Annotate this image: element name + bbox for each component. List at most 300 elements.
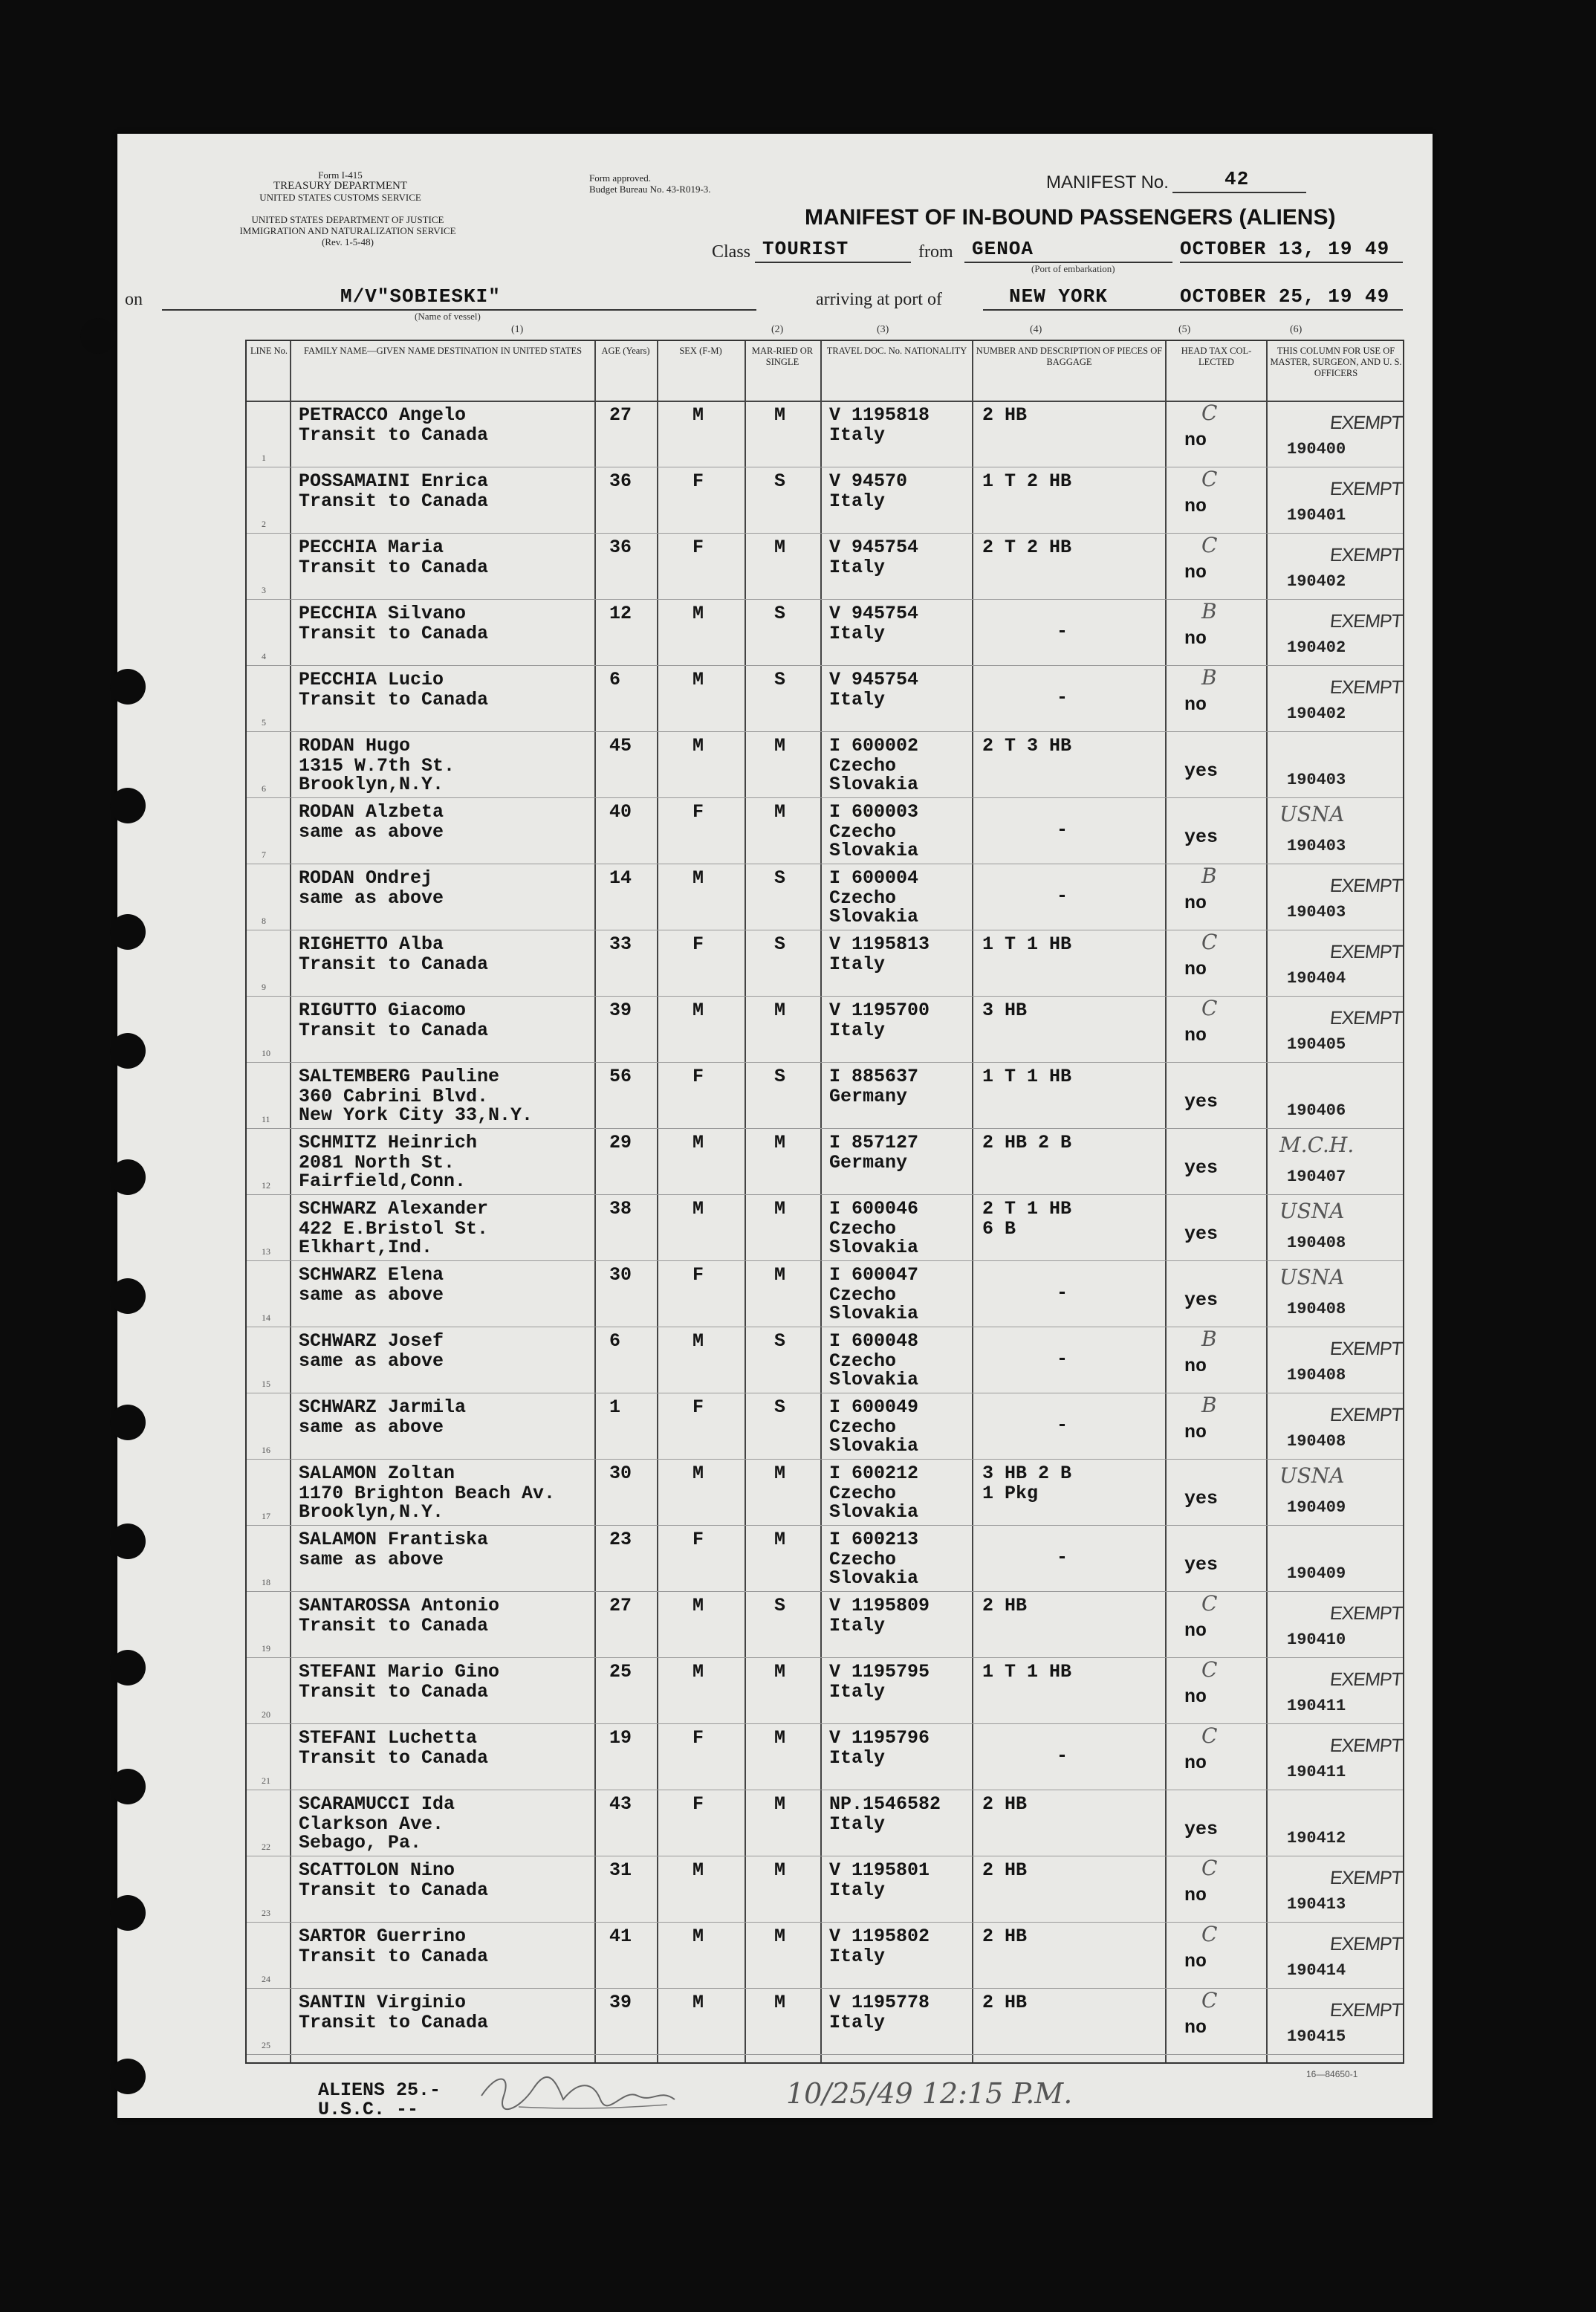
nationality: Czecho <box>829 1218 897 1240</box>
travel-doc-number: V 945754 <box>829 603 919 624</box>
marital-status: S <box>774 603 786 624</box>
sex: M <box>692 1859 704 1881</box>
exempt-stamp: EXEMPT <box>1329 677 1404 698</box>
col-number: (3) <box>877 324 889 335</box>
travel-doc-number: I 600212 <box>829 1463 919 1484</box>
nationality: Italy <box>829 953 886 975</box>
nationality: Czecho <box>829 755 897 777</box>
age: 31 <box>609 1859 632 1881</box>
travel-doc-number: NP.1546582 <box>829 1793 941 1815</box>
form-print-code: 16—84650-1 <box>1306 2069 1358 2079</box>
age: 30 <box>609 1463 632 1484</box>
line-number: 8 <box>262 916 266 926</box>
manifest-number: 42 <box>1224 168 1250 190</box>
manifest-page <box>117 134 1433 2118</box>
line-number: 23 <box>262 1908 270 1918</box>
record-code: 190408 <box>1287 1234 1346 1252</box>
table-row <box>247 731 1403 798</box>
exempt-stamp: EXEMPT <box>1329 1008 1404 1029</box>
record-code: 190400 <box>1287 440 1346 459</box>
destination: Clarkson Ave. <box>299 1813 444 1835</box>
nationality: Slovakia <box>829 906 919 927</box>
record-code: 190409 <box>1287 1498 1346 1517</box>
age: 1 <box>609 1396 621 1418</box>
head-tax: no <box>1184 893 1207 914</box>
on-label: on <box>125 290 143 309</box>
officer-remark: USNA <box>1279 1265 1345 1289</box>
age: 27 <box>609 404 632 426</box>
sex: F <box>692 1396 704 1418</box>
baggage: 2 HB <box>982 1595 1028 1616</box>
passenger-name: RODAN Alzbeta <box>299 801 444 823</box>
nationality: Czecho <box>829 821 897 843</box>
exempt-stamp: EXEMPT <box>1329 875 1404 896</box>
baggage: 2 HB <box>982 404 1028 426</box>
destination: Transit to Canada <box>299 1747 489 1769</box>
baggage: 1 T 1 HB <box>982 1066 1072 1087</box>
nationality: Italy <box>829 1020 886 1041</box>
line-number: 4 <box>262 651 266 661</box>
passenger-name: RODAN Hugo <box>299 735 411 757</box>
age: 39 <box>609 1000 632 1021</box>
embark-port-note: (Port of embarkation) <box>1031 263 1115 274</box>
baggage: - <box>1057 1348 1068 1370</box>
line-number: 7 <box>262 849 266 860</box>
record-code: 190403 <box>1287 903 1346 922</box>
customs-service: UNITED STATES CUSTOMS SERVICE <box>259 192 421 203</box>
age: 43 <box>609 1793 632 1815</box>
line-number: 11 <box>262 1114 270 1124</box>
form-number: Form I-415 <box>318 169 363 181</box>
head-tax: no <box>1184 1422 1207 1443</box>
destination: Transit to Canada <box>299 2012 489 2033</box>
passenger-name: RIGHETTO Alba <box>299 933 444 955</box>
baggage: 3 HB <box>982 1000 1028 1021</box>
exempt-stamp: EXEMPT <box>1329 1669 1404 1690</box>
form-revision: (Rev. 1-5-48) <box>322 236 374 247</box>
age: 40 <box>609 801 632 823</box>
destination: 1170 Brighton Beach Av. <box>299 1483 556 1504</box>
marital-status: M <box>774 1661 786 1683</box>
binder-hole <box>110 1523 146 1559</box>
travel-doc-number: I 600213 <box>829 1529 919 1550</box>
nationality: Slovakia <box>829 1369 919 1390</box>
nationality: Italy <box>829 1946 886 1967</box>
destination: Transit to Canada <box>299 424 489 446</box>
sex: M <box>692 603 704 624</box>
sex: M <box>692 404 704 426</box>
baggage: 1 T 1 HB <box>982 1661 1072 1683</box>
table-row <box>247 1459 1403 1526</box>
vessel-name: M/V"SOBIESKI" <box>340 285 501 308</box>
passenger-name: SALAMON Frantiska <box>299 1529 489 1550</box>
col-number: (5) <box>1178 324 1191 335</box>
marital-status: S <box>774 1066 786 1087</box>
head-tax: no <box>1184 1752 1207 1774</box>
age: 6 <box>609 669 621 690</box>
nationality: Slovakia <box>829 1567 919 1589</box>
handwritten-mark: C <box>1201 996 1218 1020</box>
passenger-name: STEFANI Mario Gino <box>299 1661 500 1683</box>
travel-doc-number: I 885637 <box>829 1066 919 1087</box>
head-tax: yes <box>1184 826 1219 848</box>
aliens-total: ALIENS 25.- <box>318 2079 441 2101</box>
baggage: 2 HB <box>982 1926 1028 1947</box>
nationality: Italy <box>829 1615 886 1636</box>
destination: Fairfield,Conn. <box>299 1170 467 1192</box>
handwritten-mark: C <box>1201 1856 1218 1880</box>
baggage: 1 T 1 HB <box>982 933 1072 955</box>
age: 27 <box>609 1595 632 1616</box>
baggage: 2 HB <box>982 1859 1028 1881</box>
binder-hole <box>110 1405 146 1440</box>
table-row <box>247 1525 1403 1592</box>
line-number: 24 <box>262 1974 270 1984</box>
table-row <box>247 930 1403 997</box>
head-tax: no <box>1184 2017 1207 2039</box>
ins-service: IMMIGRATION AND NATURALIZATION SERVICE <box>239 225 456 236</box>
col-number: (1) <box>511 324 524 335</box>
passenger-name: STEFANI Luchetta <box>299 1727 478 1749</box>
col-number: (6) <box>1290 324 1303 335</box>
destination: same as above <box>299 1350 444 1372</box>
nationality: Italy <box>829 1747 886 1769</box>
table-row <box>247 533 1403 600</box>
sex: F <box>692 1264 704 1286</box>
handwritten-mark: C <box>1201 1922 1218 1946</box>
baggage-extra: 6 B <box>982 1218 1016 1240</box>
nationality: Italy <box>829 1681 886 1703</box>
marital-status: M <box>774 1727 786 1749</box>
travel-doc-number: I 600003 <box>829 801 919 823</box>
destination: same as above <box>299 1416 444 1438</box>
officer-remark: USNA <box>1279 1463 1345 1488</box>
baggage: - <box>1057 1414 1068 1436</box>
nationality: Czecho <box>829 1416 897 1438</box>
travel-doc-number: V 1195813 <box>829 933 930 955</box>
table-row <box>247 1591 1403 1658</box>
record-code: 190402 <box>1287 705 1346 723</box>
age: 19 <box>609 1727 632 1749</box>
nationality: Czecho <box>829 1549 897 1570</box>
travel-doc-number: V 94570 <box>829 470 908 492</box>
passenger-table <box>245 340 1404 2064</box>
baggage: - <box>1057 687 1068 708</box>
arriving-label: arriving at port of <box>816 290 942 309</box>
age: 29 <box>609 1132 632 1153</box>
baggage: - <box>1057 621 1068 642</box>
header-travel-doc: TRAVEL DOC. No. NATIONALITY <box>826 346 967 356</box>
marital-status: M <box>774 1529 786 1550</box>
sex: M <box>692 1330 704 1352</box>
head-tax: no <box>1184 496 1207 517</box>
travel-doc-number: I 600048 <box>829 1330 919 1352</box>
travel-doc-number: V 1195700 <box>829 1000 930 1021</box>
sex: M <box>692 1198 704 1220</box>
line-number: 17 <box>262 1511 270 1521</box>
table-row <box>247 1790 1403 1856</box>
nationality: Czecho <box>829 887 897 909</box>
handwritten-mark: B <box>1201 1327 1217 1351</box>
budget-bureau: Budget Bureau No. 43-R019-3. <box>589 184 711 195</box>
table-row <box>247 1723 1403 1790</box>
officer-remark: M.C.H. <box>1279 1133 1355 1157</box>
marital-status: M <box>774 1264 786 1286</box>
head-tax: no <box>1184 694 1207 716</box>
head-tax: no <box>1184 430 1207 451</box>
line-number: 19 <box>262 1643 270 1654</box>
sex: M <box>692 1926 704 1947</box>
handwritten-mark: C <box>1201 930 1218 954</box>
line-number: 22 <box>262 1842 270 1852</box>
line-number: 12 <box>262 1180 270 1191</box>
baggage: 2 T 3 HB <box>982 735 1072 757</box>
age: 36 <box>609 537 632 558</box>
nationality: Slovakia <box>829 1435 919 1457</box>
passenger-name: SCHWARZ Elena <box>299 1264 444 1286</box>
officer-remark: USNA <box>1279 1199 1345 1223</box>
handwritten-mark: C <box>1201 1723 1218 1748</box>
table-row <box>247 467 1403 534</box>
age: 23 <box>609 1529 632 1550</box>
nationality: Germany <box>829 1152 908 1173</box>
header-sex: SEX (F-M) <box>679 346 722 356</box>
embark-port: GENOA <box>972 238 1034 260</box>
manifest-title: MANIFEST OF IN-BOUND PASSENGERS (ALIENS) <box>805 205 1336 230</box>
nationality: Italy <box>829 557 886 578</box>
line-number: 6 <box>262 783 266 794</box>
binder-hole <box>110 1769 146 1804</box>
record-code: 190411 <box>1287 1763 1346 1781</box>
marital-status: S <box>774 867 786 889</box>
record-code: 190410 <box>1287 1631 1346 1649</box>
header-name: FAMILY NAME—GIVEN NAME DESTINATION IN UNITED STATES <box>303 346 583 356</box>
passenger-name: SCHWARZ Josef <box>299 1330 444 1352</box>
line-number: 20 <box>262 1709 270 1720</box>
form-header-left <box>229 169 452 203</box>
header-married: MAR-RIED OR SINGLE <box>751 346 814 367</box>
signature-date: 10/25/49 12:15 P.M. <box>786 2077 1073 2110</box>
sex: F <box>692 537 704 558</box>
destination: same as above <box>299 1549 444 1570</box>
table-row <box>247 1922 1403 1989</box>
age: 41 <box>609 1926 632 1947</box>
sex: F <box>692 1529 704 1550</box>
record-code: 190402 <box>1287 572 1346 591</box>
binder-hole <box>80 318 116 354</box>
sex: M <box>692 1661 704 1683</box>
handwritten-mark: C <box>1201 1988 1218 2013</box>
age: 30 <box>609 1264 632 1286</box>
baggage: 2 HB 2 B <box>982 1132 1072 1153</box>
binder-hole <box>110 1895 146 1931</box>
marital-status: S <box>774 470 786 492</box>
baggage: 3 HB 2 B <box>982 1463 1072 1484</box>
handwritten-mark: B <box>1201 665 1217 690</box>
justice-dept: UNITED STATES DEPARTMENT OF JUSTICE <box>251 214 444 225</box>
passenger-name: SCHMITZ Heinrich <box>299 1132 478 1153</box>
table-row <box>247 1856 1403 1923</box>
travel-doc-number: V 945754 <box>829 537 919 558</box>
passenger-name: SCHWARZ Alexander <box>299 1198 489 1220</box>
handwritten-mark: C <box>1201 467 1218 491</box>
table-row <box>247 797 1403 864</box>
nationality: Slovakia <box>829 1501 919 1523</box>
binder-hole <box>110 1033 146 1069</box>
table-row <box>247 1988 1403 2055</box>
marital-status: M <box>774 404 786 426</box>
line-number: 2 <box>262 519 266 529</box>
sex: F <box>692 470 704 492</box>
travel-doc-number: I 600002 <box>829 735 919 757</box>
line-number: 9 <box>262 982 266 992</box>
nationality: Italy <box>829 689 886 710</box>
travel-doc-number: I 600049 <box>829 1396 919 1418</box>
head-tax: no <box>1184 959 1207 980</box>
travel-doc-number: I 857127 <box>829 1132 919 1153</box>
form-approved: Form approved. <box>589 172 652 184</box>
record-code: 190413 <box>1287 1895 1346 1914</box>
form-header-left-2 <box>207 214 489 247</box>
table-row <box>247 1260 1403 1327</box>
marital-status: M <box>774 1000 786 1021</box>
baggage: - <box>1057 885 1068 907</box>
passenger-name: SANTIN Virginio <box>299 1992 467 2013</box>
destination: Transit to Canada <box>299 689 489 710</box>
travel-doc-number: I 600047 <box>829 1264 919 1286</box>
nationality: Slovakia <box>829 774 919 795</box>
destination: 360 Cabrini Blvd. <box>299 1086 489 1107</box>
head-tax: no <box>1184 562 1207 583</box>
baggage: - <box>1057 1282 1068 1304</box>
exempt-stamp: EXEMPT <box>1329 2000 1404 2021</box>
passenger-name: SCHWARZ Jarmila <box>299 1396 467 1418</box>
record-code: 190411 <box>1287 1697 1346 1715</box>
table-row <box>247 665 1403 732</box>
age: 45 <box>609 735 632 757</box>
binder-hole <box>110 1650 146 1686</box>
binder-hole <box>110 1159 146 1195</box>
destination: same as above <box>299 1284 444 1306</box>
travel-doc-number: V 1195796 <box>829 1727 930 1749</box>
line-number: 1 <box>262 453 266 463</box>
travel-doc-number: V 945754 <box>829 669 919 690</box>
binder-hole <box>110 788 146 823</box>
line-number: 18 <box>262 1577 270 1587</box>
sex: M <box>692 669 704 690</box>
passenger-name: RIGUTTO Giacomo <box>299 1000 467 1021</box>
exempt-stamp: EXEMPT <box>1329 611 1404 632</box>
age: 33 <box>609 933 632 955</box>
record-code: 190404 <box>1287 969 1346 988</box>
table-row <box>247 996 1403 1063</box>
record-code: 190403 <box>1287 771 1346 789</box>
departure-date: OCTOBER 13, 19 49 <box>1180 238 1390 260</box>
exempt-stamp: EXEMPT <box>1329 479 1404 499</box>
travel-doc-number: V 1195795 <box>829 1661 930 1683</box>
head-tax: no <box>1184 1025 1207 1046</box>
handwritten-mark: B <box>1201 599 1217 624</box>
age: 12 <box>609 603 632 624</box>
nationality: Slovakia <box>829 1237 919 1258</box>
head-tax: yes <box>1184 1554 1219 1576</box>
marital-status: M <box>774 735 786 757</box>
baggage: 2 T 1 HB <box>982 1198 1072 1220</box>
table-row <box>247 401 1403 467</box>
exempt-stamp: EXEMPT <box>1329 412 1404 433</box>
destination: Transit to Canada <box>299 1020 489 1041</box>
line-number: 21 <box>262 1775 270 1786</box>
table-row <box>247 599 1403 666</box>
handwritten-mark: B <box>1201 1393 1217 1417</box>
col-number: (2) <box>771 324 784 335</box>
record-code: 190414 <box>1287 1961 1346 1980</box>
travel-doc-number: I 600004 <box>829 867 919 889</box>
line-number: 25 <box>262 2040 270 2050</box>
sex: M <box>692 1992 704 2013</box>
nationality: Italy <box>829 1813 886 1835</box>
footer-totals <box>318 2081 441 2120</box>
header-head-tax: HEAD TAX COL-LECTED <box>1181 346 1252 367</box>
age: 56 <box>609 1066 632 1087</box>
record-code: 190415 <box>1287 2027 1346 2046</box>
line-number: 10 <box>262 1048 270 1058</box>
passenger-name: PECCHIA Maria <box>299 537 444 558</box>
arrival-port: NEW YORK <box>1009 285 1108 308</box>
handwritten-mark: C <box>1201 1657 1218 1682</box>
passenger-name: PETRACCO Angelo <box>299 404 467 426</box>
head-tax: no <box>1184 1356 1207 1377</box>
head-tax: yes <box>1184 1223 1219 1245</box>
nationality: Slovakia <box>829 840 919 861</box>
class-label: Class <box>712 242 751 262</box>
baggage: - <box>1057 819 1068 841</box>
marital-status: M <box>774 537 786 558</box>
passenger-name: SCARAMUCCI Ida <box>299 1793 455 1815</box>
passenger-name: PECCHIA Lucio <box>299 669 444 690</box>
passenger-name: RODAN Ondrej <box>299 867 433 889</box>
exempt-stamp: EXEMPT <box>1329 1405 1404 1425</box>
handwritten-mark: C <box>1201 1591 1218 1616</box>
age: 36 <box>609 470 632 492</box>
destination: Transit to Canada <box>299 1946 489 1967</box>
destination: Transit to Canada <box>299 490 489 512</box>
line-number: 15 <box>262 1379 270 1389</box>
marital-status: M <box>774 1198 786 1220</box>
destination: Transit to Canada <box>299 1615 489 1636</box>
exempt-stamp: EXEMPT <box>1329 1338 1404 1359</box>
destination: Brooklyn,N.Y. <box>299 774 444 795</box>
sex: F <box>692 801 704 823</box>
head-tax: yes <box>1184 1157 1219 1179</box>
marital-status: M <box>774 1926 786 1947</box>
exempt-stamp: EXEMPT <box>1329 1868 1404 1888</box>
table-row <box>247 1128 1403 1195</box>
header-age: AGE (Years) <box>601 346 650 356</box>
form-approval <box>589 172 711 195</box>
destination: same as above <box>299 821 444 843</box>
destination: Transit to Canada <box>299 1879 489 1901</box>
head-tax: yes <box>1184 1488 1219 1509</box>
header-officer-use: THIS COLUMN FOR USE OF MASTER, SURGEON, AND U. S. OFFICERS <box>1270 346 1402 378</box>
destination: 2081 North St. <box>299 1152 455 1173</box>
binder-hole <box>110 2059 146 2094</box>
usc-total: U.S.C. -- <box>318 2099 419 2120</box>
head-tax: yes <box>1184 1819 1219 1840</box>
destination: Transit to Canada <box>299 557 489 578</box>
age: 39 <box>609 1992 632 2013</box>
passenger-name: SANTAROSSA Antonio <box>299 1595 500 1616</box>
